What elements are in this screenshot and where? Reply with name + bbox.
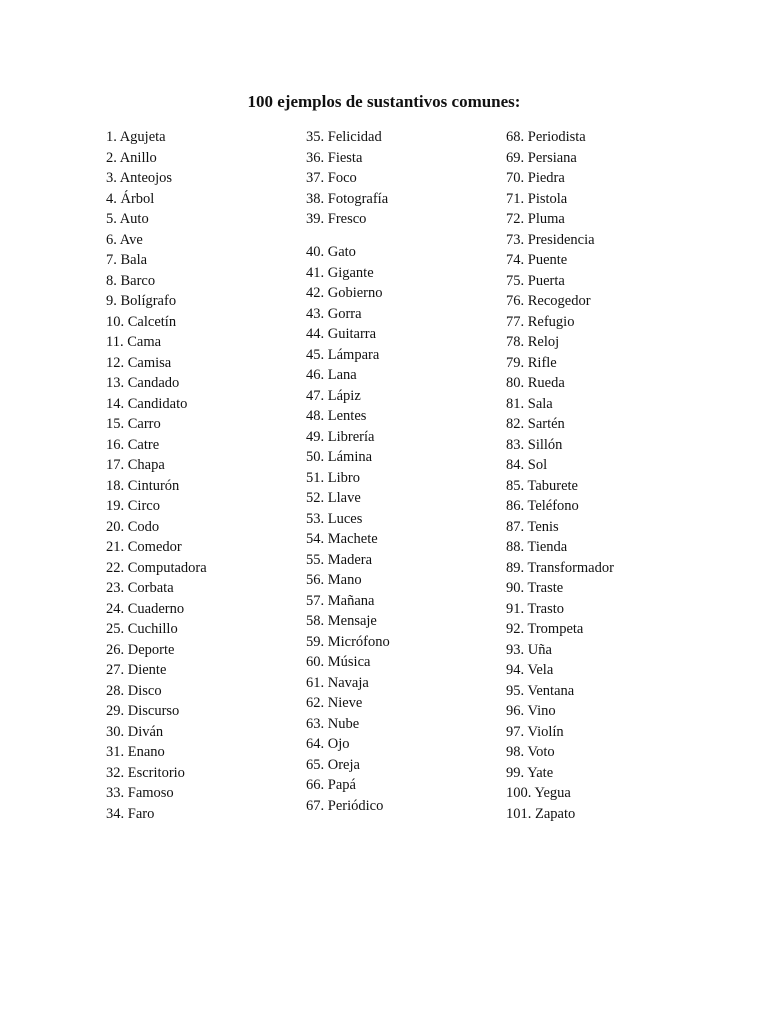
list-item: 2. Anillo <box>106 149 157 166</box>
list-item: 77. Refugio <box>506 313 575 330</box>
list-item: 29. Discurso <box>106 703 180 719</box>
list-item: 25. Cuchillo <box>106 621 178 637</box>
list-item: 56. Mano <box>306 572 362 588</box>
noun-list-column-3 <box>506 127 614 824</box>
list-item: 15. Carro <box>106 416 161 432</box>
list-item: 98. Voto <box>506 744 555 760</box>
list-item: 65. Oreja <box>306 756 360 773</box>
list-item: 23. Corbata <box>106 580 174 596</box>
list-item: 44. Guitarra <box>306 326 377 342</box>
list-item: 18. Cinturón <box>106 477 180 494</box>
list-item: 74. Puente <box>506 252 568 268</box>
list-item: 13. Candado <box>106 375 180 391</box>
list-item: 11. Cama <box>106 334 162 350</box>
list-item: 82. Sartén <box>506 416 565 432</box>
list-item: 64. Ojo <box>306 736 350 752</box>
list-item: 5. Auto <box>106 211 149 227</box>
list-item: 7. Bala <box>106 252 148 268</box>
list-item: 40. Gato <box>306 244 356 260</box>
list-item: 34. Faro <box>106 805 155 822</box>
list-item: 69. Persiana <box>506 149 577 166</box>
list-item: 95. Ventana <box>506 682 575 699</box>
list-item: 80. Rueda <box>506 375 565 391</box>
list-item: 50. Lámina <box>306 449 373 465</box>
list-item: 53. Luces <box>306 510 363 527</box>
list-item: 27. Diente <box>106 662 167 678</box>
list-item: 73. Presidencia <box>506 231 595 248</box>
list-item: 41. Gigante <box>306 264 374 281</box>
list-item: 3. Anteojos <box>106 170 173 186</box>
list-item: 9. Bolígrafo <box>106 293 177 309</box>
list-item: 20. Codo <box>106 518 160 535</box>
list-item: 57. Mañana <box>306 592 375 609</box>
list-item: 38. Fotografía <box>306 190 389 207</box>
list-item: 28. Disco <box>106 682 162 699</box>
list-item: 93. Uña <box>506 641 552 658</box>
list-item: 19. Circo <box>106 498 160 514</box>
list-item: 39. Fresco <box>306 211 367 227</box>
list-item: 92. Trompeta <box>506 621 584 637</box>
list-item: 67. Periódico <box>306 797 384 814</box>
list-item: 94. Vela <box>506 662 554 678</box>
list-item: 70. Piedra <box>506 170 565 186</box>
list-item: 81. Sala <box>506 395 553 412</box>
list-item: 36. Fiesta <box>306 149 363 166</box>
list-item: 85. Taburete <box>506 477 578 494</box>
list-item: 48. Lentes <box>306 408 367 424</box>
list-item: 26. Deporte <box>106 641 175 658</box>
list-item: 49. Librería <box>306 428 375 445</box>
list-item: 54. Machete <box>306 531 378 547</box>
list-item: 35. Felicidad <box>306 129 382 145</box>
noun-list-column-2 <box>306 127 390 816</box>
list-item: 72. Pluma <box>506 211 565 227</box>
list-item: 30. Diván <box>106 723 164 740</box>
list-item: 101. Zapato <box>506 805 576 822</box>
list-item: 60. Música <box>306 654 371 670</box>
list-item: 90. Traste <box>506 580 564 596</box>
list-item: 59. Micrófono <box>306 633 390 650</box>
list-item: 21. Comedor <box>106 539 182 555</box>
list-item: 32. Escritorio <box>106 764 185 781</box>
list-item: 86. Teléfono <box>506 498 579 514</box>
list-item: 58. Mensaje <box>306 613 377 629</box>
list-item: 16. Catre <box>106 436 160 453</box>
list-item: 45. Lámpara <box>306 346 380 363</box>
list-item: 84. Sol <box>506 457 548 473</box>
list-item: 88. Tienda <box>506 539 568 555</box>
list-item: 24. Cuaderno <box>106 600 185 617</box>
list-item: 79. Rifle <box>506 354 557 371</box>
list-item: 91. Trasto <box>506 600 565 617</box>
list-item: 31. Enano <box>106 744 165 760</box>
list-item: 75. Puerta <box>506 272 565 289</box>
list-item: 100. Yegua <box>506 785 571 801</box>
list-item: 78. Reloj <box>506 334 560 350</box>
list-item: 6. Ave <box>106 231 143 248</box>
list-item: 83. Sillón <box>506 436 563 453</box>
list-item: 55. Madera <box>306 551 373 568</box>
list-item: 52. Llave <box>306 490 361 506</box>
list-item: 71. Pistola <box>506 190 568 207</box>
list-item: 8. Barco <box>106 272 156 289</box>
list-item: 42. Gobierno <box>306 285 383 301</box>
list-item: 63. Nube <box>306 715 360 732</box>
list-item: 89. Transformador <box>506 559 614 576</box>
list-item: 17. Chapa <box>106 457 165 473</box>
list-item: 66. Papá <box>306 777 356 793</box>
list-item: 14. Candidato <box>106 395 188 412</box>
list-item: 22. Computadora <box>106 559 207 576</box>
list-item: 4. Árbol <box>106 190 155 207</box>
list-item: 12. Camisa <box>106 354 172 371</box>
list-item: 10. Calcetín <box>106 313 177 330</box>
list-item: 68. Periodista <box>506 129 586 145</box>
list-item: 1. Agujeta <box>106 129 166 145</box>
list-item: 87. Tenis <box>506 518 559 535</box>
page-title: 100 ejemplos de sustantivos comunes: <box>247 92 521 111</box>
list-item: 96. Vino <box>506 703 556 719</box>
list-item: 51. Libro <box>306 469 360 486</box>
list-item: 61. Navaja <box>306 674 369 691</box>
list-item: 43. Gorra <box>306 305 362 322</box>
list-item: 97. Violín <box>506 723 564 740</box>
list-item: 62. Nieve <box>306 695 363 711</box>
list-item: 33. Famoso <box>106 785 174 801</box>
list-item: 37. Foco <box>306 170 357 186</box>
list-item: 76. Recogedor <box>506 293 591 309</box>
list-item: 99. Yate <box>506 764 554 781</box>
list-item: 47. Lápiz <box>306 387 361 404</box>
noun-list-column-1 <box>106 127 207 824</box>
list-item: 46. Lana <box>306 367 357 383</box>
